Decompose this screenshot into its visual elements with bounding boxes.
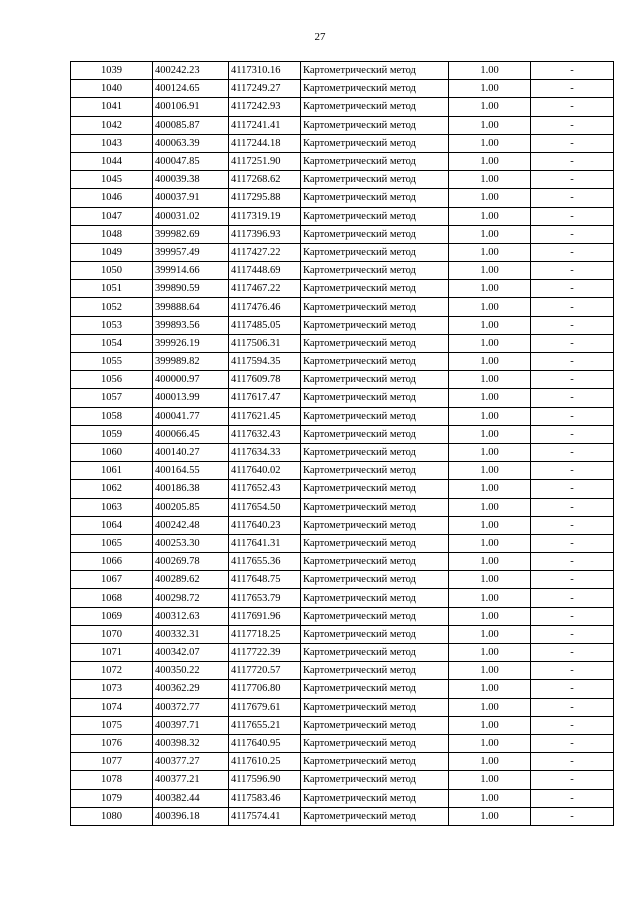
x-coordinate-cell: 400298.72 [153, 589, 229, 607]
table-row [71, 171, 614, 189]
x-coordinate-cell: 400242.23 [153, 62, 229, 80]
y-coordinate-cell: 4117251.90 [229, 152, 301, 170]
point-number-cell: 1047 [71, 207, 153, 225]
y-coordinate-cell: 4117648.75 [229, 571, 301, 589]
x-coordinate-cell: 399926.19 [153, 334, 229, 352]
description-cell: - [531, 553, 614, 571]
point-number-cell: 1055 [71, 353, 153, 371]
description-cell: - [531, 62, 614, 80]
accuracy-cell: 1.00 [449, 334, 531, 352]
accuracy-cell: 1.00 [449, 353, 531, 371]
accuracy-cell: 1.00 [449, 771, 531, 789]
y-coordinate-cell: 4117310.16 [229, 62, 301, 80]
accuracy-cell: 1.00 [449, 753, 531, 771]
point-number-cell: 1060 [71, 443, 153, 461]
method-cell: Картометрический метод [301, 98, 449, 116]
method-cell: Картометрический метод [301, 480, 449, 498]
table-row [71, 334, 614, 352]
y-coordinate-cell: 4117691.96 [229, 607, 301, 625]
y-coordinate-cell: 4117641.31 [229, 534, 301, 552]
point-number-cell: 1068 [71, 589, 153, 607]
y-coordinate-cell: 4117244.18 [229, 134, 301, 152]
y-coordinate-cell: 4117506.31 [229, 334, 301, 352]
table-row [71, 443, 614, 461]
table-row [71, 516, 614, 534]
method-cell: Картометрический метод [301, 334, 449, 352]
table-row [71, 371, 614, 389]
table-row [71, 152, 614, 170]
method-cell: Картометрический метод [301, 80, 449, 98]
y-coordinate-cell: 4117574.41 [229, 807, 301, 825]
table-row [71, 262, 614, 280]
table-row [71, 789, 614, 807]
description-cell: - [531, 625, 614, 643]
accuracy-cell: 1.00 [449, 734, 531, 752]
point-number-cell: 1039 [71, 62, 153, 80]
description-cell: - [531, 316, 614, 334]
y-coordinate-cell: 4117621.45 [229, 407, 301, 425]
description-cell: - [531, 262, 614, 280]
y-coordinate-cell: 4117610.25 [229, 753, 301, 771]
page-number: 27 [314, 31, 326, 43]
description-cell: - [531, 716, 614, 734]
table-row [71, 571, 614, 589]
method-cell: Картометрический метод [301, 498, 449, 516]
method-cell: Картометрический метод [301, 534, 449, 552]
y-coordinate-cell: 4117720.57 [229, 662, 301, 680]
accuracy-cell: 1.00 [449, 371, 531, 389]
accuracy-cell: 1.00 [449, 789, 531, 807]
table-row [71, 698, 614, 716]
x-coordinate-cell: 400140.27 [153, 443, 229, 461]
method-cell: Картометрический метод [301, 189, 449, 207]
accuracy-cell: 1.00 [449, 152, 531, 170]
y-coordinate-cell: 4117249.27 [229, 80, 301, 98]
description-cell: - [531, 771, 614, 789]
accuracy-cell: 1.00 [449, 807, 531, 825]
description-cell: - [531, 462, 614, 480]
x-coordinate-cell: 400312.63 [153, 607, 229, 625]
method-cell: Картометрический метод [301, 553, 449, 571]
table-row [71, 389, 614, 407]
method-cell: Картометрический метод [301, 280, 449, 298]
table-row [71, 553, 614, 571]
accuracy-cell: 1.00 [449, 462, 531, 480]
method-cell: Картометрический метод [301, 425, 449, 443]
method-cell: Картометрический метод [301, 716, 449, 734]
accuracy-cell: 1.00 [449, 425, 531, 443]
method-cell: Картометрический метод [301, 789, 449, 807]
y-coordinate-cell: 4117654.50 [229, 498, 301, 516]
table-row [71, 189, 614, 207]
description-cell: - [531, 443, 614, 461]
description-cell: - [531, 334, 614, 352]
method-cell: Картометрический метод [301, 734, 449, 752]
point-number-cell: 1054 [71, 334, 153, 352]
method-cell: Картометрический метод [301, 262, 449, 280]
method-cell: Картометрический метод [301, 443, 449, 461]
description-cell: - [531, 607, 614, 625]
description-cell: - [531, 298, 614, 316]
accuracy-cell: 1.00 [449, 498, 531, 516]
x-coordinate-cell: 400037.91 [153, 189, 229, 207]
method-cell: Картометрический метод [301, 225, 449, 243]
method-cell: Картометрический метод [301, 807, 449, 825]
point-number-cell: 1057 [71, 389, 153, 407]
point-number-cell: 1079 [71, 789, 153, 807]
method-cell: Картометрический метод [301, 353, 449, 371]
x-coordinate-cell: 400047.85 [153, 152, 229, 170]
y-coordinate-cell: 4117594.35 [229, 353, 301, 371]
y-coordinate-cell: 4117655.36 [229, 553, 301, 571]
method-cell: Картометрический метод [301, 371, 449, 389]
point-number-cell: 1067 [71, 571, 153, 589]
method-cell: Картометрический метод [301, 753, 449, 771]
description-cell: - [531, 644, 614, 662]
description-cell: - [531, 480, 614, 498]
method-cell: Картометрический метод [301, 243, 449, 261]
x-coordinate-cell: 400332.31 [153, 625, 229, 643]
method-cell: Картометрический метод [301, 680, 449, 698]
y-coordinate-cell: 4117706.80 [229, 680, 301, 698]
table-row [71, 644, 614, 662]
y-coordinate-cell: 4117679.61 [229, 698, 301, 716]
table-row [71, 353, 614, 371]
accuracy-cell: 1.00 [449, 98, 531, 116]
table-row [71, 207, 614, 225]
method-cell: Картометрический метод [301, 771, 449, 789]
coordinates-table [70, 61, 614, 826]
method-cell: Картометрический метод [301, 316, 449, 334]
y-coordinate-cell: 4117476.46 [229, 298, 301, 316]
point-number-cell: 1065 [71, 534, 153, 552]
x-coordinate-cell: 400186.38 [153, 480, 229, 498]
y-coordinate-cell: 4117583.46 [229, 789, 301, 807]
accuracy-cell: 1.00 [449, 644, 531, 662]
method-cell: Картометрический метод [301, 607, 449, 625]
accuracy-cell: 1.00 [449, 716, 531, 734]
x-coordinate-cell: 400031.02 [153, 207, 229, 225]
point-number-cell: 1052 [71, 298, 153, 316]
point-number-cell: 1049 [71, 243, 153, 261]
method-cell: Картометрический метод [301, 625, 449, 643]
description-cell: - [531, 207, 614, 225]
x-coordinate-cell: 400039.38 [153, 171, 229, 189]
point-number-cell: 1046 [71, 189, 153, 207]
coordinates-table-body [71, 62, 614, 826]
method-cell: Картометрический метод [301, 134, 449, 152]
method-cell: Картометрический метод [301, 152, 449, 170]
point-number-cell: 1069 [71, 607, 153, 625]
point-number-cell: 1076 [71, 734, 153, 752]
method-cell: Картометрический метод [301, 407, 449, 425]
table-row [71, 462, 614, 480]
method-cell: Картометрический метод [301, 662, 449, 680]
point-number-cell: 1072 [71, 662, 153, 680]
point-number-cell: 1059 [71, 425, 153, 443]
method-cell: Картометрический метод [301, 516, 449, 534]
accuracy-cell: 1.00 [449, 280, 531, 298]
table-row [71, 134, 614, 152]
description-cell: - [531, 698, 614, 716]
point-number-cell: 1045 [71, 171, 153, 189]
y-coordinate-cell: 4117241.41 [229, 116, 301, 134]
point-number-cell: 1043 [71, 134, 153, 152]
accuracy-cell: 1.00 [449, 662, 531, 680]
description-cell: - [531, 371, 614, 389]
y-coordinate-cell: 4117634.33 [229, 443, 301, 461]
accuracy-cell: 1.00 [449, 480, 531, 498]
y-coordinate-cell: 4117242.93 [229, 98, 301, 116]
y-coordinate-cell: 4117485.05 [229, 316, 301, 334]
description-cell: - [531, 389, 614, 407]
accuracy-cell: 1.00 [449, 316, 531, 334]
accuracy-cell: 1.00 [449, 625, 531, 643]
accuracy-cell: 1.00 [449, 262, 531, 280]
table-row [71, 407, 614, 425]
method-cell: Картометрический метод [301, 589, 449, 607]
accuracy-cell: 1.00 [449, 607, 531, 625]
accuracy-cell: 1.00 [449, 80, 531, 98]
description-cell: - [531, 680, 614, 698]
y-coordinate-cell: 4117609.78 [229, 371, 301, 389]
accuracy-cell: 1.00 [449, 698, 531, 716]
point-number-cell: 1056 [71, 371, 153, 389]
point-number-cell: 1044 [71, 152, 153, 170]
x-coordinate-cell: 400063.39 [153, 134, 229, 152]
x-coordinate-cell: 400013.99 [153, 389, 229, 407]
point-number-cell: 1066 [71, 553, 153, 571]
x-coordinate-cell: 400377.27 [153, 753, 229, 771]
table-row [71, 771, 614, 789]
description-cell: - [531, 753, 614, 771]
accuracy-cell: 1.00 [449, 62, 531, 80]
point-number-cell: 1080 [71, 807, 153, 825]
description-cell: - [531, 280, 614, 298]
x-coordinate-cell: 400342.07 [153, 644, 229, 662]
table-row [71, 225, 614, 243]
point-number-cell: 1062 [71, 480, 153, 498]
x-coordinate-cell: 400269.78 [153, 553, 229, 571]
table-row [71, 716, 614, 734]
table-row [71, 116, 614, 134]
accuracy-cell: 1.00 [449, 589, 531, 607]
point-number-cell: 1041 [71, 98, 153, 116]
point-number-cell: 1070 [71, 625, 153, 643]
y-coordinate-cell: 4117295.88 [229, 189, 301, 207]
x-coordinate-cell: 400164.55 [153, 462, 229, 480]
table-row [71, 98, 614, 116]
table-row [71, 734, 614, 752]
table-row [71, 480, 614, 498]
description-cell: - [531, 534, 614, 552]
y-coordinate-cell: 4117448.69 [229, 262, 301, 280]
description-cell: - [531, 425, 614, 443]
y-coordinate-cell: 4117427.22 [229, 243, 301, 261]
x-coordinate-cell: 400106.91 [153, 98, 229, 116]
x-coordinate-cell: 400205.85 [153, 498, 229, 516]
accuracy-cell: 1.00 [449, 553, 531, 571]
y-coordinate-cell: 4117632.43 [229, 425, 301, 443]
x-coordinate-cell: 400085.87 [153, 116, 229, 134]
y-coordinate-cell: 4117467.22 [229, 280, 301, 298]
method-cell: Картометрический метод [301, 462, 449, 480]
x-coordinate-cell: 400372.77 [153, 698, 229, 716]
y-coordinate-cell: 4117617.47 [229, 389, 301, 407]
point-number-cell: 1051 [71, 280, 153, 298]
method-cell: Картометрический метод [301, 389, 449, 407]
table-row [71, 680, 614, 698]
table-row [71, 80, 614, 98]
table-row [71, 425, 614, 443]
y-coordinate-cell: 4117640.02 [229, 462, 301, 480]
x-coordinate-cell: 399888.64 [153, 298, 229, 316]
table-row [71, 534, 614, 552]
point-number-cell: 1064 [71, 516, 153, 534]
method-cell: Картометрический метод [301, 62, 449, 80]
x-coordinate-cell: 400398.32 [153, 734, 229, 752]
description-cell: - [531, 189, 614, 207]
x-coordinate-cell: 399989.82 [153, 353, 229, 371]
description-cell: - [531, 807, 614, 825]
table-row [71, 243, 614, 261]
y-coordinate-cell: 4117640.23 [229, 516, 301, 534]
point-number-cell: 1053 [71, 316, 153, 334]
description-cell: - [531, 662, 614, 680]
accuracy-cell: 1.00 [449, 680, 531, 698]
x-coordinate-cell: 400124.65 [153, 80, 229, 98]
description-cell: - [531, 171, 614, 189]
y-coordinate-cell: 4117655.21 [229, 716, 301, 734]
method-cell: Картометрический метод [301, 116, 449, 134]
x-coordinate-cell: 400066.45 [153, 425, 229, 443]
x-coordinate-cell: 400242.48 [153, 516, 229, 534]
point-number-cell: 1078 [71, 771, 153, 789]
description-cell: - [531, 571, 614, 589]
description-cell: - [531, 152, 614, 170]
table-row [71, 280, 614, 298]
accuracy-cell: 1.00 [449, 225, 531, 243]
accuracy-cell: 1.00 [449, 189, 531, 207]
x-coordinate-cell: 400253.30 [153, 534, 229, 552]
accuracy-cell: 1.00 [449, 298, 531, 316]
y-coordinate-cell: 4117640.95 [229, 734, 301, 752]
method-cell: Картометрический метод [301, 207, 449, 225]
point-number-cell: 1077 [71, 753, 153, 771]
accuracy-cell: 1.00 [449, 516, 531, 534]
point-number-cell: 1050 [71, 262, 153, 280]
x-coordinate-cell: 399914.66 [153, 262, 229, 280]
y-coordinate-cell: 4117722.39 [229, 644, 301, 662]
y-coordinate-cell: 4117268.62 [229, 171, 301, 189]
point-number-cell: 1061 [71, 462, 153, 480]
point-number-cell: 1071 [71, 644, 153, 662]
point-number-cell: 1048 [71, 225, 153, 243]
description-cell: - [531, 353, 614, 371]
x-coordinate-cell: 399890.59 [153, 280, 229, 298]
x-coordinate-cell: 399982.69 [153, 225, 229, 243]
x-coordinate-cell: 400377.21 [153, 771, 229, 789]
accuracy-cell: 1.00 [449, 171, 531, 189]
x-coordinate-cell: 399957.49 [153, 243, 229, 261]
table-row [71, 498, 614, 516]
y-coordinate-cell: 4117596.90 [229, 771, 301, 789]
accuracy-cell: 1.00 [449, 443, 531, 461]
description-cell: - [531, 80, 614, 98]
x-coordinate-cell: 400396.18 [153, 807, 229, 825]
description-cell: - [531, 116, 614, 134]
accuracy-cell: 1.00 [449, 134, 531, 152]
description-cell: - [531, 734, 614, 752]
y-coordinate-cell: 4117652.43 [229, 480, 301, 498]
method-cell: Картометрический метод [301, 644, 449, 662]
point-number-cell: 1058 [71, 407, 153, 425]
description-cell: - [531, 134, 614, 152]
description-cell: - [531, 243, 614, 261]
x-coordinate-cell: 399893.56 [153, 316, 229, 334]
point-number-cell: 1042 [71, 116, 153, 134]
table-row [71, 753, 614, 771]
accuracy-cell: 1.00 [449, 243, 531, 261]
table-row [71, 607, 614, 625]
accuracy-cell: 1.00 [449, 207, 531, 225]
accuracy-cell: 1.00 [449, 407, 531, 425]
method-cell: Картометрический метод [301, 298, 449, 316]
x-coordinate-cell: 400350.22 [153, 662, 229, 680]
table-row [71, 662, 614, 680]
table-row [71, 807, 614, 825]
description-cell: - [531, 589, 614, 607]
point-number-cell: 1073 [71, 680, 153, 698]
table-row [71, 62, 614, 80]
accuracy-cell: 1.00 [449, 389, 531, 407]
accuracy-cell: 1.00 [449, 534, 531, 552]
description-cell: - [531, 516, 614, 534]
accuracy-cell: 1.00 [449, 571, 531, 589]
x-coordinate-cell: 400397.71 [153, 716, 229, 734]
description-cell: - [531, 225, 614, 243]
x-coordinate-cell: 400000.97 [153, 371, 229, 389]
point-number-cell: 1075 [71, 716, 153, 734]
x-coordinate-cell: 400382.44 [153, 789, 229, 807]
point-number-cell: 1040 [71, 80, 153, 98]
point-number-cell: 1074 [71, 698, 153, 716]
y-coordinate-cell: 4117396.93 [229, 225, 301, 243]
description-cell: - [531, 789, 614, 807]
accuracy-cell: 1.00 [449, 116, 531, 134]
description-cell: - [531, 98, 614, 116]
x-coordinate-cell: 400289.62 [153, 571, 229, 589]
y-coordinate-cell: 4117653.79 [229, 589, 301, 607]
method-cell: Картометрический метод [301, 571, 449, 589]
y-coordinate-cell: 4117319.19 [229, 207, 301, 225]
table-row [71, 625, 614, 643]
y-coordinate-cell: 4117718.25 [229, 625, 301, 643]
x-coordinate-cell: 400041.77 [153, 407, 229, 425]
method-cell: Картометрический метод [301, 171, 449, 189]
description-cell: - [531, 498, 614, 516]
point-number-cell: 1063 [71, 498, 153, 516]
x-coordinate-cell: 400362.29 [153, 680, 229, 698]
table-row [71, 589, 614, 607]
table-row [71, 316, 614, 334]
method-cell: Картометрический метод [301, 698, 449, 716]
description-cell: - [531, 407, 614, 425]
table-row [71, 298, 614, 316]
